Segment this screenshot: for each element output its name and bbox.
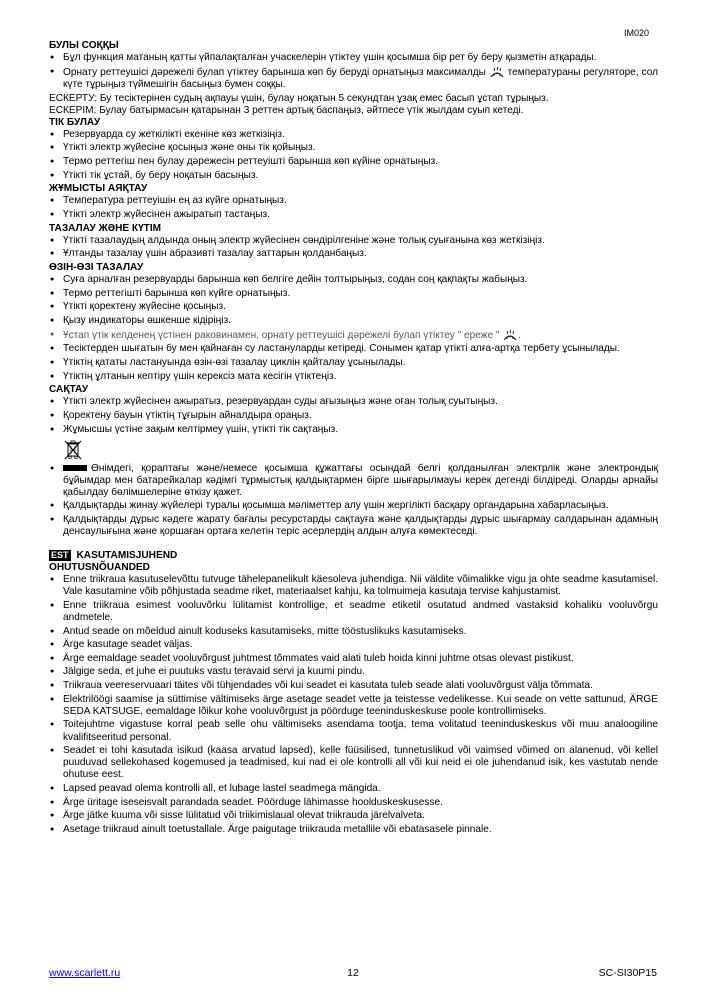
list-item	[49, 463, 658, 499]
website-link[interactable]: www.scarlett.ru	[49, 967, 121, 979]
steam-max-icon	[502, 329, 518, 342]
vertical-steam-title: ТІК БУЛАУ	[49, 116, 101, 128]
steam-max-icon	[489, 66, 505, 79]
cleaning-title: ТАЗАЛАУ ЖӘНЕ КҮТІМ	[49, 222, 162, 234]
page-content	[49, 40, 658, 837]
list-item: ● Ärge jätke kuuma või sisse lülitatud või triikimislaual olevat triikrauda järelvalveta.	[49, 810, 658, 822]
list-item: ● Asetage triikraud ainult toetustallale. Ärge paigutage triikrauda metallile või ebatasasele pinnale.	[49, 824, 658, 836]
list-item: ● Температура реттеуішін ең аз күйге орнатыңыз.	[49, 195, 658, 207]
language-badge: EST	[51, 550, 69, 561]
list-item: ● Seadet ei tohi kasutada isikud (kaasa arvatud lapsed), kelle füüsilised, tunnetuslikud või vaimsed võimed on alanenud, või kellel puuduvad sellekohased kogemused ja teadmised, kui nad ei ole kontrolli all või kui neid ei ole juhendanud isik, kes vastutab nende ohutuse eest.	[49, 745, 658, 781]
document-code: IM020	[623, 28, 649, 38]
page-number: 12	[347, 967, 359, 979]
list-item: ● Enne triikraua esimest vooluvõrku lülitamist kontrollige, et seadme etiketil osutatud andmed vastaksid kohaliku vooluvõrgu andmetele.	[49, 600, 658, 624]
steam-burst-title: БУЛЫ СОҚҚЫ	[49, 40, 119, 51]
list-item: ● Қызу индикаторы өшкенше кідіріңіз.	[49, 315, 658, 327]
list-item: ● Үтікті электр жүйесінен ажыратыз, резервуардан суды ағызыңыз және оған толық суытыңыз.	[49, 396, 658, 408]
note-warning: ЕСКЕРТУ: Бу тесіктерінен судың ақпауы үшін, булау ноқатын 5 секундтан ұзақ емес басып ұстап тұрыңыз.	[49, 92, 549, 104]
list-item: ● Ұстап үтік келденең үстінен раковинамен, орнату реттеушісі дәрежелі булап үтіктеу " ереже " .	[49, 329, 658, 342]
est-title	[49, 550, 658, 562]
est-title-text: KASUTAMISJUHEND	[76, 550, 178, 562]
list-item: ● Үтікті электр жүйесінен ажыратып тастаңыз.	[49, 209, 658, 221]
list-item: ● Үтікті электр жүйесіне қосыңыз және оны тік қойыңыз.	[49, 142, 658, 154]
list-item: ● Үтіктің ұлтанын кептіру үшін керексіз мата кесігін үтіктеңіз.	[49, 371, 658, 383]
list-item: ● Lapsed peavad olema kontrolli all, et lubage lastel seadmega mängida.	[49, 783, 658, 795]
list-item-text: Өнімдегі, қораптағы және/немесе қосымша құжаттағы осындай белгі қолданылған электрлік және электрондық бұйымдар мен батарейкалар кәдімгі тұрмыстық қалдықтармен бірге шығарылмауы керек дегенді білдіреді. Оларды арнайы қабылдау бөлімшелеріне өткізу қажет.	[63, 462, 658, 498]
list-item: ● Toitejuhtme vigastuse korral peab selle ohu vältimiseks asendama tootja, tema volitatud teeninduskeskus või muu analoogiline kvalifitseeritud personal.	[49, 719, 658, 743]
list-item: ● Elektrilöögi saamise ja süttimise vältimiseks ärge asetage seadet vette ja teistesse vedelikesse. Kui seade on vette sattunud, ÄRGE SEDA KATSUGE, eemaldage lõikur kohe vooluvõrgust ja pöörduge teeninduskeskuse poole kontrollimiseks.	[49, 694, 658, 718]
list-item: ● Үтікті тазалаудың алдында оның электр жүйесінен сөндірілгеніне және толық суығанына көз жеткізіңіз.	[49, 235, 658, 247]
list-item: ● Термо реттегішті барынша көп күйге орнатыңыз.	[49, 288, 658, 300]
list-item: ● Jälgige seda, et juhe ei puutuks vastu teravaid servi ja kuumi pindu.	[49, 666, 658, 678]
list-item: ● Термо реттегіш пен булау дәрежесін реттеуішті барынша көп күйіне орнатыңыз.	[49, 156, 658, 168]
list-item: ● Қоректену бауын үтіктің тұғырын айналдыра ораңыз.	[49, 410, 658, 422]
list-item: ● Үтікті қоректену жүйесіне қосыңыз.	[49, 301, 658, 313]
list-item: ● Ұлтанды тазалау үшін абразивті тазалау заттарын қолданбаңыз.	[49, 248, 658, 260]
list-item: ● Резервуарда су жеткілікті екеніне көз жеткізіңіз.	[49, 129, 658, 141]
list-item: ● Қалдықтарды жинау жүйелері туралы қосымша мәліметтер алу үшін жергілікті басқару органдарына хабарласыңыз.	[49, 500, 658, 512]
list-item: ● Ärge kasutage seadet väljas.	[49, 639, 658, 651]
model-code: SC-SI30P15	[598, 967, 657, 979]
list-item: ● Triikraua veereservuaari täites või tühjendades või kui seadet ei kasutata tuleb seade alati vooluvõrgust välja tõmmata.	[49, 680, 658, 692]
list-item: ● Ärge eemaldage seadet vooluvõrgust juhtmest tõmmates vaid alati tuleb hoida kinni juhtme otsas olevast pistikust.	[49, 653, 658, 665]
list-item: ● Жұмысшы үстіне зақым келтірмеу үшін, үтікті тік сақтаңыз.	[49, 424, 658, 436]
storage-title: САҚТАУ	[49, 384, 89, 396]
list-item-text: Орнату реттеушісі дәрежелі булап үтіктеу барынша көп бу беруді орнатыңыз максималды	[63, 66, 486, 78]
list-item: ● Бұл функция матаның қатты үйпалақталған учаскелерін үтіктеу үшін қосымша бір рет бу беру қызметін атқарады.	[49, 52, 658, 64]
list-item: ● Үтіктің қататы ластануында өзін-өзі тазалау циклін қайталау ұсынылады.	[49, 357, 658, 369]
safety-title: OHUTUSNÕUANDED	[49, 562, 150, 574]
list-item: ● Үтікті тік ұстай, бу беру ноқатын басыңыз.	[49, 170, 658, 182]
crossed-bin-icon	[63, 439, 83, 461]
list-item: ● Enne triikraua kasutuselevõttu tutvuge tähelepanelikult käesoleva juhendiga. Nii väldite võimalikke vigu ja ohte seadme kasutamisel. Vale kasutamine võib põhjustada seadme riket, materiaalset kahju, ka tolmuimeja kasutaja tervise kahjustamist.	[49, 574, 658, 598]
list-item-text: Ұстап үтік келденең үстінен раковинамен, орнату реттеушісі дәрежелі булап үтіктеу " ереже "	[63, 329, 500, 341]
list-item: ● Суға арналған резервуарды барынша көп белгіге дейін толтырыңыз, содан соң қақпақты жабыңыз.	[49, 274, 658, 286]
finish-title: ЖҰМЫСТЫ АЯҚТАУ	[49, 183, 148, 195]
list-item	[49, 66, 658, 91]
note-remark: ЕСКЕРІМ: Булау батырмасын қатарынан 3 реттен артық баспаңыз, әйтпесе үтік жылдам суып кетеді.	[49, 104, 524, 116]
list-item-text: температураны регуляторе, сол күте тұрыңыз түймешігін басыңыз бумен соққы.	[63, 66, 658, 90]
list-item: ● Ärge üritage iseseisvalt parandada seadet. Pöörduge lähimasse hoolduskeskusesse.	[49, 797, 658, 809]
list-item: ● Қалдықтарды дұрыс кәдеге жарату бағалы ресурстарды сақтауға және қалдықтарды дұрыс шығармау салдарынан адамның денсаулығына және қоршаған ортаға келетін теріс әсерлердің алдын алуға көмектеседі.	[49, 514, 658, 538]
list-item: ● Тесіктерден шығатын бу мен қайнаған су ластануларды кетіреді. Сонымен қатар үтікті алға-артқа тербету ұсынылады.	[49, 343, 658, 355]
list-item: ● Antud seade on mõeldud ainult koduseks kasutamiseks, mitte tööstuslikuks kasutamiseks.	[49, 626, 658, 638]
self-clean-title: ӨЗІН-ӨЗІ ТАЗАЛАУ	[49, 261, 144, 273]
black-bar-icon	[63, 465, 87, 471]
